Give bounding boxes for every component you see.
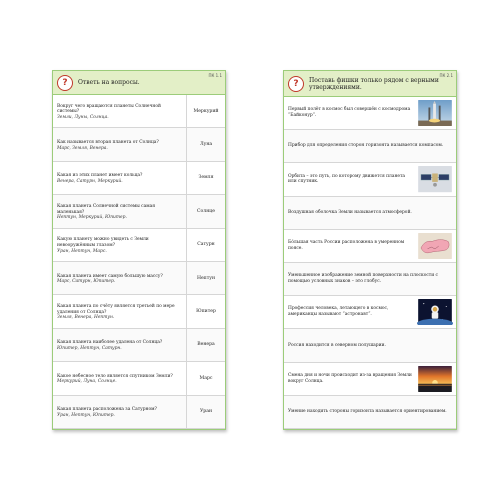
answer-cell: Юпитер	[196, 309, 216, 315]
question-list	[53, 95, 225, 429]
question-options: Нептун, Меркурий, Юпитер.	[57, 215, 127, 221]
question-text: Какая из этих планет имеет кольца?	[57, 173, 143, 179]
question-mark-icon: ?	[57, 75, 73, 91]
question-row	[53, 362, 225, 395]
question-text: Какая планета по счёту является третьей по мере удаления от Солнца?	[57, 304, 175, 315]
question-text: Какая планета Солнечной системы самая маленькая?	[57, 203, 156, 215]
question-cell	[53, 362, 187, 394]
question-text: Какая планета расположена за Сатурном?	[57, 407, 157, 413]
answer-cell: Луна	[199, 142, 213, 148]
statement-row	[284, 396, 456, 429]
question-row	[53, 329, 225, 362]
card-header	[284, 71, 456, 97]
quiz-card-statements	[283, 70, 457, 430]
question-row	[53, 396, 225, 429]
question-options: Юпитер, Нептун, Сатурн.	[57, 345, 122, 351]
statement-text: Профессия человека, летающего в космос, американцы называют “астронавт”.	[288, 306, 389, 318]
question-text: Вокруг чего вращаются планеты Солнечной системы?	[57, 103, 161, 115]
answer-cell: Земля	[198, 175, 214, 181]
sunset-image	[417, 366, 453, 392]
statement-row	[284, 230, 456, 263]
question-cell	[53, 262, 187, 294]
question-row	[53, 229, 225, 262]
statement-text: Прибор для определения сторон горизонта называется компасом.	[288, 143, 444, 149]
statement-text: Умение находить стороны горизонта называется ориентированием.	[288, 408, 447, 414]
question-cell	[53, 229, 187, 261]
statement-text: Смена дня и ночи происходит из-за вращения Земли вокруг Солнца.	[288, 372, 412, 384]
question-row	[53, 162, 225, 195]
answer-cell: Сатурн	[197, 242, 215, 248]
statement-text: Уменьшенное изображение земной поверхности на плоскости с помощью условных знаков – это глобус.	[288, 273, 439, 285]
question-cell	[53, 95, 187, 127]
card-code: ПК 1.1	[208, 73, 222, 78]
answer-cell: Венера	[197, 342, 215, 348]
question-row	[53, 95, 225, 128]
statement-row	[284, 130, 456, 163]
quiz-card-questions	[52, 70, 226, 430]
question-row	[53, 128, 225, 161]
question-options: Меркурий, Луна, Солнце.	[57, 379, 117, 385]
question-cell	[53, 195, 187, 227]
question-row	[53, 295, 225, 328]
answer-cell: Уран	[199, 409, 213, 415]
question-text: Какое небесное тело является спутником Земли?	[57, 373, 173, 379]
statement-row	[284, 296, 456, 329]
question-options: Венера, Сатурн, Меркурий.	[57, 178, 123, 184]
question-cell	[53, 128, 187, 160]
statement-text: Первый полёт в космос был совершён с космодрома “Байконур”.	[288, 107, 411, 119]
statement-row	[284, 197, 456, 230]
question-row	[53, 195, 225, 228]
answer-cell: Солнце	[197, 208, 215, 214]
question-cell	[53, 295, 187, 327]
question-options: Уран, Нептун, Юпитер.	[57, 412, 115, 418]
card-code: ПК 2.1	[439, 73, 453, 78]
answer-cell: Марс	[199, 375, 213, 381]
statement-list	[284, 97, 456, 429]
rocket-launch-image	[417, 100, 453, 126]
satellite-image	[417, 166, 453, 192]
statement-row	[284, 363, 456, 396]
card-title: Ответь на вопросы.	[78, 79, 140, 86]
question-options: Земли, Луны, Солнца.	[57, 114, 109, 120]
statement-row	[284, 263, 456, 296]
question-cell	[53, 329, 187, 361]
question-options: Земля, Венера, Нептун.	[57, 315, 115, 321]
statement-text: Бóльшая часть России расположена в умеренном поясе.	[288, 240, 405, 251]
statement-text: Россия находится в северном полушарии.	[288, 342, 386, 348]
question-cell	[53, 396, 187, 428]
statement-row	[284, 329, 456, 362]
question-row	[53, 262, 225, 295]
answer-cell: Нептун	[196, 275, 216, 281]
statement-row	[284, 97, 456, 130]
question-mark-icon: ?	[288, 76, 304, 92]
statement-row	[284, 163, 456, 196]
question-text: Как называется вторая планета от Солнца?	[57, 139, 159, 145]
card-header	[53, 71, 225, 95]
question-text: Какая планета имеет самую большую массу?	[57, 273, 163, 279]
card-title: Поставь фишки только рядом с верными утверждениями.	[309, 76, 439, 91]
statement-text: Воздушная оболочка Земли называется атмосферой.	[288, 209, 412, 215]
question-options: Марс, Сатурн, Юпитер.	[57, 279, 116, 285]
answer-cell: Меркурий	[193, 108, 219, 114]
question-cell	[53, 162, 187, 194]
question-options: Уран, Нептун, Марс.	[57, 248, 107, 254]
question-options: Марс, Земля, Венера.	[57, 145, 108, 151]
astronaut-image	[417, 299, 453, 325]
question-text: Какая планета наиболее удалена от Солнца?	[57, 340, 163, 346]
russia-map-image	[417, 233, 453, 259]
question-text: Какую планету можно увидеть с Земли невооружённым глазом?	[57, 237, 149, 248]
statement-text: Орбита – это путь, по которому движется планета или спутник.	[288, 173, 406, 185]
